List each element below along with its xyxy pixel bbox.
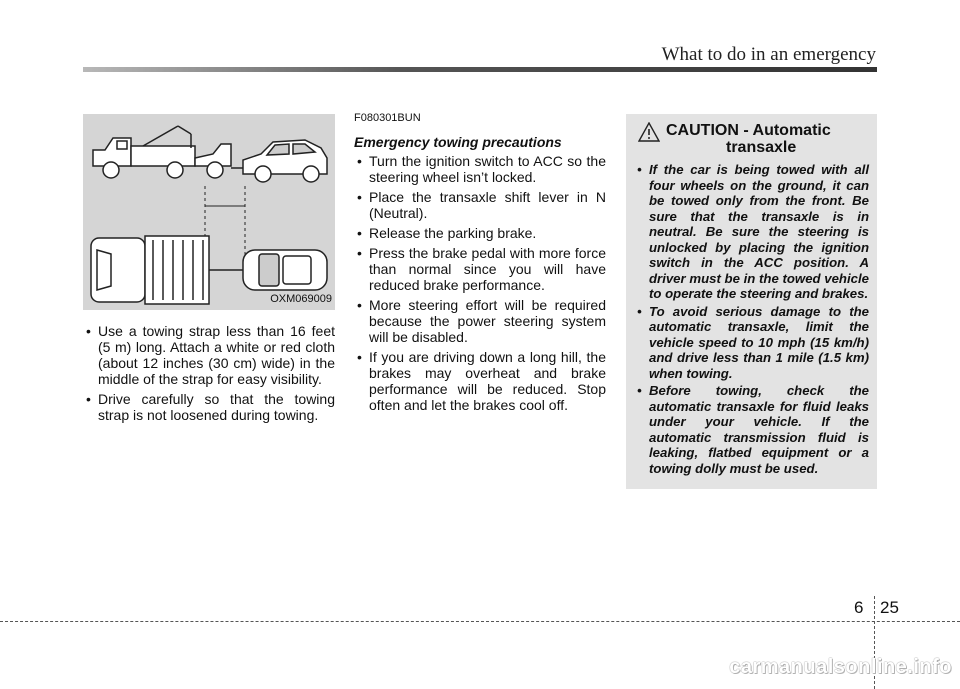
section-title: Emergency towing precautions [354,134,562,150]
left-column [83,114,335,427]
dimension-markers [205,186,245,274]
list-item: • If you are driving down a long hill, the brakes may overheat and brake performance will be reduced. Stop often and let the brakes cool off. [354,349,606,413]
page-header-title: What to do in an emergency [661,44,876,65]
footer-rule [0,621,960,622]
middle-column [354,110,606,417]
list-item: • Before towing, check the automatic transaxle for fluid leaks under your vehicle. If the automatic transmission fluid is leaking, flatbed equipment or a towing dolly must be used. [634,383,869,476]
caution-list [634,162,869,476]
chapter-number: 6 [854,598,864,617]
towed-car-side [243,140,327,182]
tow-truck-side [93,126,231,178]
precautions-list [354,153,606,413]
towing-illustration [83,114,335,310]
figure-code: OXM069009 [270,293,332,305]
warning-triangle-icon [638,122,660,142]
list-item: • Place the transaxle shift lever in N (Neutral). [354,189,606,221]
list-item: • Drive carefully so that the towing strap is not loosened during towing. [83,391,335,423]
towing-figure [83,114,335,310]
list-item: • Press the brake pedal with more force than normal since you will have reduced brake performance. [354,245,606,293]
left-bullet-list [83,323,335,423]
section-code: F080301BUN [354,112,421,124]
page-number: 25 [880,598,899,617]
caution-box [626,114,877,489]
caution-title-line1: CAUTION - Automatic [666,122,831,139]
list-item: • Turn the ignition switch to ACC so the steering wheel isn’t locked. [354,153,606,185]
list-item: • To avoid serious damage to the automatic transaxle, limit the vehicle speed to 10 mph (15 km/h) and drive less than 1 mile (1.5 km) when towing. [634,304,869,382]
watermark: carmanualsonline.info [729,656,952,678]
list-item: • If the car is being towed with all four wheels on the ground, it can be towed only from the front. Be sure that the transaxle is in neutral. Be sure the steering is unlocked by placing the ignition switch in the ACC position. A driver must be in the towed vehicle to operate the steering and brakes. [634,162,869,302]
tow-truck-top [91,236,209,304]
list-item: • More steering effort will be required because the power steering system will be disabled. [354,297,606,345]
caution-heading [634,122,869,156]
list-item: • Release the parking brake. [354,225,606,241]
list-item: • Use a towing strap less than 16 feet (5 m) long. Attach a white or red cloth (about 12 inches (30 cm) wide) in the middle of the strap for easy visibility. [83,323,335,387]
towed-car-top [243,250,327,290]
caution-title-line2: transaxle [726,139,797,156]
header-rule [83,67,877,72]
